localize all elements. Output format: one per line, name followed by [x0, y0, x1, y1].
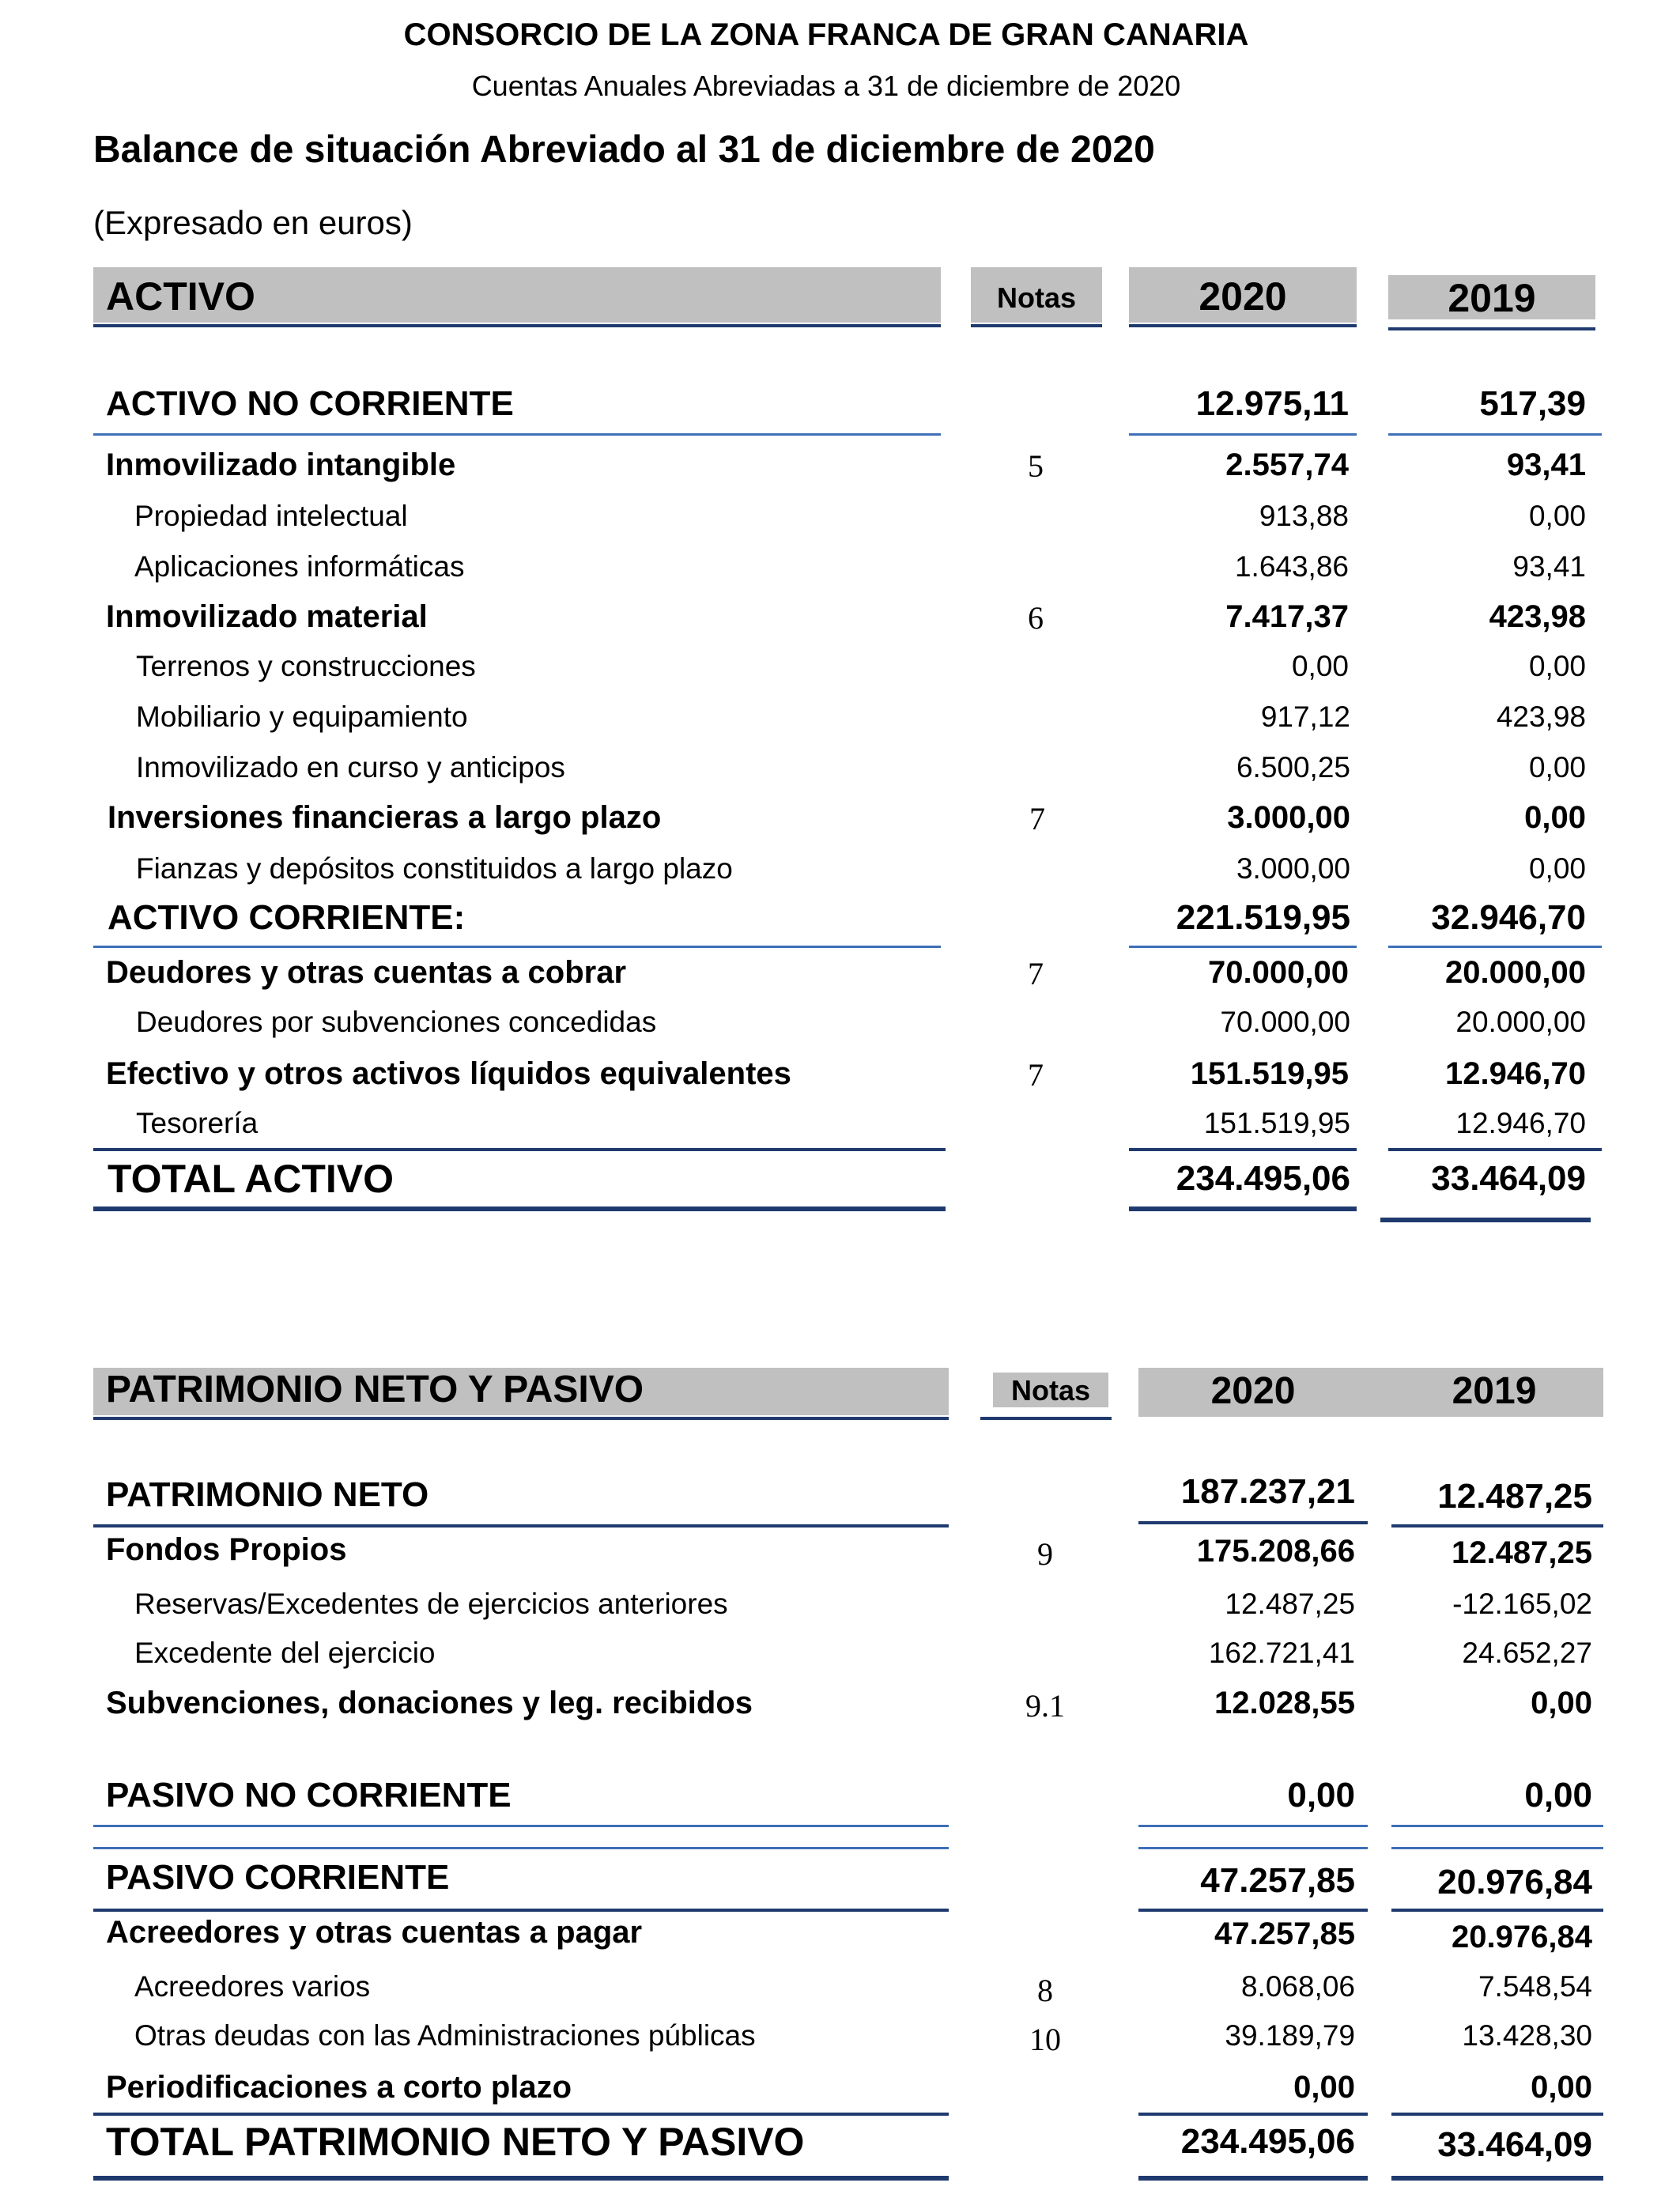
total-pasivo-2020: 234.495,06: [1180, 2122, 1355, 2161]
activo-notes-rule: [971, 324, 1102, 327]
acreedores-varios-2019: 7.548,54: [1478, 1970, 1592, 2003]
total-activo-label: TOTAL ACTIVO: [108, 1157, 395, 1201]
intangible-2019: 93,41: [1506, 447, 1586, 482]
rule: [1129, 433, 1357, 436]
activo-corriente-label: ACTIVO CORRIENTE:: [108, 898, 466, 937]
page-title: Balance de situación Abreviado al 31 de diciembre de 2020: [93, 129, 1155, 171]
fondos-label: Fondos Propios: [106, 1532, 347, 1567]
rule: [93, 1825, 949, 1827]
curso-2019: 0,00: [1528, 751, 1586, 784]
rule: [1138, 1847, 1368, 1849]
mobiliario-2019: 423,98: [1496, 700, 1586, 733]
tesoreria-label: Tesorería: [136, 1107, 259, 1139]
rule: [1391, 1847, 1603, 1849]
document-subtitle: Cuentas Anuales Abreviadas a 31 de diciembre de 2020: [471, 70, 1181, 102]
activo-notes-label: Notas: [996, 281, 1077, 314]
propiedad-label: Propiedad intelectual: [134, 500, 408, 532]
fianzas-label: Fianzas y depósitos constituidos a largo plazo: [136, 852, 733, 885]
activo-year-current-rule: [1129, 324, 1357, 327]
rule: [93, 1847, 949, 1849]
units-note: (Expresado en euros): [93, 204, 413, 241]
aplicaciones-2020: 1.643,86: [1234, 550, 1349, 583]
patrimonio-2019: 12.487,25: [1437, 1477, 1592, 1516]
rule: [1388, 946, 1602, 948]
excedente-2019: 24.652,27: [1462, 1637, 1592, 1669]
terrenos-label: Terrenos y construcciones: [136, 650, 476, 682]
entity-name: CONSORCIO DE LA ZONA FRANCA DE GRAN CANARIA: [403, 17, 1249, 52]
activo-year-prior-rule: [1388, 327, 1595, 330]
efectivo-2019: 12.946,70: [1445, 1056, 1586, 1091]
pasivo-no-corriente-2019: 0,00: [1524, 1776, 1592, 1814]
otras-deudas-2020: 39.189,79: [1225, 2019, 1355, 2052]
rule: [1380, 1218, 1591, 1222]
inversiones-2020: 3.000,00: [1227, 800, 1350, 835]
rule: [1129, 1148, 1357, 1151]
fianzas-2019: 0,00: [1528, 852, 1586, 885]
material-label: Inmovilizado material: [106, 599, 428, 634]
pasivo-corriente-2020: 47.257,85: [1200, 1861, 1355, 1900]
fianzas-2020: 3.000,00: [1236, 852, 1350, 885]
rule: [93, 433, 941, 436]
rule: [93, 1148, 946, 1151]
activo-year-prior: 2019: [1448, 276, 1536, 320]
total-pasivo-2019: 33.464,09: [1437, 2125, 1592, 2164]
rule: [1391, 2113, 1603, 2116]
subvenciones-label: Subvenciones, donaciones y leg. recibidos: [106, 1686, 753, 1720]
deudores-sub-2020: 70.000,00: [1220, 1006, 1350, 1038]
activo-year-current: 2020: [1199, 274, 1287, 319]
material-note: 6: [1028, 600, 1044, 636]
patrimonio-label: PATRIMONIO NETO: [106, 1475, 429, 1514]
activo-no-corriente-2020: 12.975,11: [1195, 384, 1349, 423]
rule: [1138, 1909, 1368, 1912]
subvenciones-2020: 12.028,55: [1214, 1686, 1355, 1720]
pasivo-notes-label: Notas: [1010, 1374, 1091, 1407]
activo-corriente-2020: 221.519,95: [1176, 898, 1350, 937]
rule: [1138, 1521, 1368, 1524]
rule: [1138, 2176, 1368, 2181]
pasivo-no-corriente-2020: 0,00: [1287, 1776, 1355, 1814]
activo-no-corriente-2019: 517,39: [1479, 384, 1586, 423]
efectivo-2020: 151.519,95: [1190, 1056, 1349, 1091]
material-2019: 423,98: [1489, 599, 1586, 634]
rule: [1388, 1148, 1602, 1151]
rule: [1138, 1825, 1368, 1827]
pasivo-heading-rule: [93, 1417, 949, 1420]
total-activo-2020: 234.495,06: [1176, 1159, 1350, 1198]
propiedad-2020: 913,88: [1259, 500, 1349, 532]
rule: [1391, 1909, 1603, 1912]
otras-deudas-note: 10: [1029, 2022, 1061, 2057]
rule: [1388, 433, 1602, 436]
inversiones-2019: 0,00: [1524, 800, 1586, 835]
curso-label: Inmovilizado en curso y anticipos: [136, 751, 565, 784]
deudores-note: 7: [1028, 956, 1044, 991]
subvenciones-2019: 0,00: [1531, 1686, 1592, 1720]
deudores-2019: 20.000,00: [1445, 955, 1586, 990]
deudores-sub-2019: 20.000,00: [1455, 1006, 1586, 1038]
deudores-2020: 70.000,00: [1208, 955, 1349, 990]
excedente-2020: 162.721,41: [1208, 1637, 1355, 1669]
aplicaciones-label: Aplicaciones informáticas: [134, 550, 465, 583]
activo-heading-rule: [93, 324, 941, 327]
activo-no-corriente-label: ACTIVO NO CORRIENTE: [106, 384, 514, 423]
terrenos-2019: 0,00: [1528, 650, 1586, 682]
deudores-sub-label: Deudores por subvenciones concedidas: [136, 1006, 657, 1038]
rule: [93, 2113, 949, 2116]
intangible-note: 5: [1028, 448, 1044, 484]
fondos-note: 9: [1037, 1536, 1053, 1572]
fondos-2019: 12.487,25: [1452, 1535, 1592, 1570]
mobiliario-label: Mobiliario y equipamiento: [136, 700, 468, 733]
otras-deudas-2019: 13.428,30: [1462, 2019, 1592, 2052]
acreedores-varios-label: Acreedores varios: [134, 1970, 371, 2003]
pasivo-year-prior: 2019: [1452, 1370, 1537, 1412]
activo-heading: ACTIVO: [106, 274, 255, 319]
efectivo-label: Efectivo y otros activos líquidos equivalentes: [106, 1056, 791, 1091]
intangible-2020: 2.557,74: [1225, 447, 1349, 482]
rule: [1129, 946, 1357, 948]
curso-2020: 6.500,25: [1236, 751, 1350, 784]
aplicaciones-2019: 93,41: [1512, 550, 1586, 583]
periodificaciones-2019: 0,00: [1531, 2070, 1592, 2105]
tesoreria-2020: 151.519,95: [1203, 1107, 1350, 1139]
terrenos-2020: 0,00: [1291, 650, 1349, 682]
pasivo-heading: PATRIMONIO NETO Y PASIVO: [106, 1369, 644, 1410]
pasivo-no-corriente-label: PASIVO NO CORRIENTE: [106, 1776, 512, 1814]
fondos-2020: 175.208,66: [1196, 1534, 1355, 1569]
pasivo-corriente-label: PASIVO CORRIENTE: [106, 1858, 450, 1897]
inversiones-note: 7: [1029, 801, 1045, 836]
excedente-label: Excedente del ejercicio: [134, 1637, 436, 1669]
propiedad-2019: 0,00: [1528, 500, 1586, 532]
acreedores-label: Acreedores y otras cuentas a pagar: [106, 1915, 643, 1950]
deudores-label: Deudores y otras cuentas a cobrar: [106, 955, 627, 990]
rule: [93, 2176, 949, 2181]
reservas-2019: -12.165,02: [1452, 1588, 1592, 1620]
acreedores-varios-2020: 8.068,06: [1240, 1970, 1355, 2003]
rule: [1391, 2176, 1603, 2181]
intangible-label: Inmovilizado intangible: [106, 447, 456, 482]
rule: [93, 1909, 949, 1912]
material-2020: 7.417,37: [1225, 599, 1349, 634]
patrimonio-2020: 187.237,21: [1180, 1472, 1355, 1511]
rule: [1129, 1207, 1357, 1211]
periodificaciones-label: Periodificaciones a corto plazo: [106, 2070, 572, 2105]
activo-corriente-2019: 32.946,70: [1431, 898, 1586, 937]
rule: [93, 946, 941, 948]
subvenciones-note: 9.1: [1025, 1688, 1065, 1724]
inversiones-label: Inversiones financieras a largo plazo: [108, 800, 662, 835]
efectivo-note: 7: [1028, 1057, 1044, 1093]
pasivo-notes-rule: [980, 1417, 1112, 1420]
rule: [1391, 1825, 1603, 1827]
total-activo-2019: 33.464,09: [1431, 1159, 1586, 1198]
periodificaciones-2020: 0,00: [1293, 2070, 1355, 2105]
rule: [1391, 1524, 1603, 1527]
otras-deudas-label: Otras deudas con las Administraciones públicas: [134, 2019, 756, 2052]
pasivo-year-current: 2020: [1210, 1370, 1296, 1412]
pasivo-corriente-2019: 20.976,84: [1437, 1863, 1592, 1901]
reservas-label: Reservas/Excedentes de ejercicios anteriores: [134, 1588, 728, 1620]
rule: [93, 1207, 946, 1211]
acreedores-2019: 20.976,84: [1452, 1920, 1592, 1954]
mobiliario-2020: 917,12: [1260, 700, 1350, 733]
total-pasivo-label: TOTAL PATRIMONIO NETO Y PASIVO: [106, 2120, 805, 2164]
rule: [1138, 2113, 1368, 2116]
acreedores-varios-note: 8: [1037, 1973, 1053, 2008]
tesoreria-2019: 12.946,70: [1455, 1107, 1586, 1139]
reservas-2020: 12.487,25: [1225, 1588, 1355, 1620]
rule: [93, 1524, 949, 1527]
acreedores-2020: 47.257,85: [1214, 1916, 1355, 1951]
